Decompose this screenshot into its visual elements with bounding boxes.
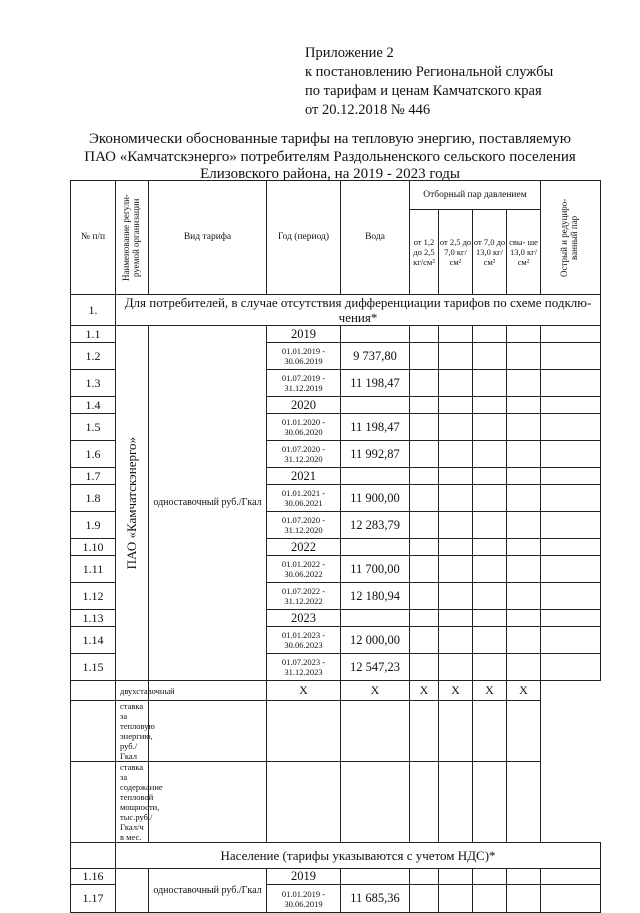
empty-cell [267, 762, 341, 843]
empty-cell [507, 583, 541, 610]
empty-cell [541, 326, 601, 343]
empty-cell [439, 441, 473, 468]
empty-cell [473, 762, 507, 843]
row-value: 11 198,47 [341, 370, 410, 397]
document-title [60, 131, 600, 184]
empty-cell [410, 441, 439, 468]
empty-cell [439, 468, 473, 485]
empty-cell [541, 468, 601, 485]
title-line: ПАО «Камчатскэнерго» потребителям Раздольненского сельского поселения [84, 148, 576, 165]
col-header-sharp [541, 181, 601, 295]
empty-cell [541, 627, 601, 654]
row-period: 01.01.2020 - 30.06.2020 [267, 414, 341, 441]
row-period: 01.01.2021 - 30.06.2021 [267, 485, 341, 512]
row-value: 11 198,47 [341, 414, 410, 441]
empty-cell [410, 468, 439, 485]
row-value: 11 700,00 [341, 556, 410, 583]
empty-cell [541, 343, 601, 370]
col-header-steam-group: Отборный пар давлением [410, 181, 541, 210]
empty-cell [410, 583, 439, 610]
empty-cell [507, 869, 541, 885]
empty-cell [473, 583, 507, 610]
empty-cell [507, 343, 541, 370]
empty-cell [439, 583, 473, 610]
row-value: 9 737,80 [341, 343, 410, 370]
row-value [341, 468, 410, 485]
x-mark: Х [507, 681, 541, 701]
energy-rate-label: ставка за тепловую энергию, руб./Гкал [116, 701, 149, 762]
empty-cell [473, 414, 507, 441]
section-heading: Для потребителей, в случае отсутствия дифференциации тарифов по схеме подклю-чения* [116, 295, 601, 326]
empty-cell [541, 512, 601, 539]
empty-cell [507, 610, 541, 627]
empty-cell [410, 370, 439, 397]
empty-cell [410, 885, 439, 913]
empty-cell [473, 397, 507, 414]
col-header-num: № п/п [71, 181, 116, 295]
empty-cell [507, 701, 541, 762]
row-num: 1.13 [71, 610, 116, 627]
empty-cell [507, 762, 541, 843]
empty-cell [149, 762, 267, 843]
empty-cell [71, 701, 116, 762]
empty-cell [439, 512, 473, 539]
empty-cell [541, 610, 601, 627]
empty-cell [410, 539, 439, 556]
row-value: 12 000,00 [341, 627, 410, 654]
x-mark: Х [341, 681, 410, 701]
empty-cell [541, 539, 601, 556]
header-line: по тарифам и ценам Камчатского края [305, 83, 542, 99]
row-period: 2023 [267, 610, 341, 627]
empty-cell [71, 762, 116, 843]
empty-cell [507, 556, 541, 583]
empty-cell [439, 414, 473, 441]
empty-cell [439, 485, 473, 512]
row-num: 1.9 [71, 512, 116, 539]
one-rate-label: одноставочный руб./Гкал [149, 326, 267, 681]
empty-cell [473, 654, 507, 681]
row-num: 1.10 [71, 539, 116, 556]
col-header-sharp-text: Острый и редуциро- ванный пар [558, 198, 579, 277]
org-name-cell [116, 326, 149, 681]
row-value: 12 547,23 [341, 654, 410, 681]
row-period: 01.07.2023 - 31.12.2023 [267, 654, 341, 681]
empty-cell [507, 326, 541, 343]
empty-cell [410, 627, 439, 654]
row-num: 1.16 [71, 869, 116, 885]
empty-cell [71, 843, 116, 869]
col-header-org-text: Наименование регули- руемой организации [121, 194, 141, 281]
x-mark: Х [410, 681, 439, 701]
row-num: 1.11 [71, 556, 116, 583]
empty-cell [473, 556, 507, 583]
empty-cell [473, 468, 507, 485]
empty-cell [439, 885, 473, 913]
empty-cell [507, 397, 541, 414]
empty-cell [473, 539, 507, 556]
empty-cell [507, 441, 541, 468]
empty-cell [541, 556, 601, 583]
row-num: 1.3 [71, 370, 116, 397]
empty-cell [410, 610, 439, 627]
empty-cell [439, 370, 473, 397]
empty-cell [410, 397, 439, 414]
org-name: ПАО «Камчатскэнерго» [124, 436, 139, 570]
empty-cell [473, 441, 507, 468]
row-value [341, 610, 410, 627]
row-period: 01.01.2019 - 30.06.2019 [267, 885, 341, 913]
col-header-steam-1: от 1,2 до 2,5 кг/см² [410, 210, 439, 295]
header-line: от 20.12.2018 № 446 [305, 102, 431, 118]
row-period: 2019 [267, 326, 341, 343]
section-heading: Население (тарифы указываются с учетом НДС)* [116, 843, 601, 869]
col-header-org [116, 181, 149, 295]
row-num: 1.5 [71, 414, 116, 441]
empty-cell [507, 485, 541, 512]
row-num: 1.15 [71, 654, 116, 681]
empty-cell [541, 583, 601, 610]
empty-cell [439, 610, 473, 627]
row-num: 1.1 [71, 326, 116, 343]
empty-cell [410, 556, 439, 583]
col-header-steam-2: от 2,5 до 7,0 кг/см² [439, 210, 473, 295]
row-num: 1.7 [71, 468, 116, 485]
empty-cell [473, 512, 507, 539]
empty-cell [473, 326, 507, 343]
empty-cell [507, 539, 541, 556]
tariff-table [70, 180, 601, 913]
row-period: 01.07.2022 - 31.12.2022 [267, 583, 341, 610]
empty-cell [507, 654, 541, 681]
row-value: 12 180,94 [341, 583, 410, 610]
empty-cell [439, 701, 473, 762]
empty-cell [541, 397, 601, 414]
x-mark: Х [473, 681, 507, 701]
empty-cell [507, 512, 541, 539]
row-period: 01.01.2023 - 30.06.2023 [267, 627, 341, 654]
row-num: 1.2 [71, 343, 116, 370]
empty-cell [541, 414, 601, 441]
empty-cell [439, 762, 473, 843]
document-header [305, 44, 553, 120]
row-period: 2022 [267, 539, 341, 556]
row-period: 2019 [267, 869, 341, 885]
empty-cell [541, 869, 601, 885]
empty-cell [410, 326, 439, 343]
pop-one-rate-label: одноставочный руб./Гкал [149, 869, 267, 913]
row-value [341, 539, 410, 556]
empty-cell [473, 869, 507, 885]
row-num: 1.8 [71, 485, 116, 512]
row-period: 01.07.2020 - 31.12.2020 [267, 441, 341, 468]
header-line: к постановлению Региональной службы [305, 64, 554, 80]
x-mark: Х [439, 681, 473, 701]
empty-cell [439, 397, 473, 414]
empty-cell [507, 468, 541, 485]
empty-cell [473, 627, 507, 654]
row-period: 01.07.2019 - 31.12.2019 [267, 370, 341, 397]
empty-cell [541, 885, 601, 913]
empty-cell [410, 343, 439, 370]
empty-cell [439, 869, 473, 885]
row-period: 01.07.2020 - 31.12.2020 [267, 512, 341, 539]
row-value [341, 326, 410, 343]
empty-cell [507, 627, 541, 654]
row-period: 01.01.2022 - 30.06.2022 [267, 556, 341, 583]
row-period: 2020 [267, 397, 341, 414]
empty-cell [410, 414, 439, 441]
row-value [341, 397, 410, 414]
row-num: 1.14 [71, 627, 116, 654]
empty-cell [473, 370, 507, 397]
row-value: 11 992,87 [341, 441, 410, 468]
empty-cell [439, 343, 473, 370]
empty-cell [439, 654, 473, 681]
two-rate-label: двухставочный [116, 681, 149, 701]
header-line: Приложение 2 [305, 45, 394, 61]
empty-cell [116, 869, 149, 913]
col-header-period: Год (период) [267, 181, 341, 295]
empty-cell [439, 556, 473, 583]
row-value: 11 900,00 [341, 485, 410, 512]
empty-cell [507, 414, 541, 441]
col-header-water: Вода [341, 181, 410, 295]
col-header-steam-4: свы- ше 13,0 кг/см² [507, 210, 541, 295]
empty-cell [541, 654, 601, 681]
empty-cell [439, 326, 473, 343]
empty-cell [541, 485, 601, 512]
empty-cell [439, 627, 473, 654]
empty-cell [410, 485, 439, 512]
empty-cell [473, 610, 507, 627]
empty-cell [541, 441, 601, 468]
empty-cell [541, 370, 601, 397]
row-num: 1.12 [71, 583, 116, 610]
row-num: 1.6 [71, 441, 116, 468]
col-header-tariff-type: Вид тарифа [149, 181, 267, 295]
row-period: 01.01.2019 - 30.06.2019 [267, 343, 341, 370]
row-value: 11 685,36 [341, 885, 410, 913]
empty-cell [473, 885, 507, 913]
empty-cell [410, 762, 439, 843]
empty-cell [71, 681, 116, 701]
capacity-rate-label: ставка за содержание тепловой мощности, тыс.руб./Гкал/ч в мес. [116, 762, 149, 843]
row-value: 12 283,79 [341, 512, 410, 539]
empty-cell [473, 343, 507, 370]
title-line: Елизовского района, на 2019 - 2023 годы [200, 166, 460, 182]
empty-cell [507, 885, 541, 913]
empty-cell [473, 701, 507, 762]
empty-cell [149, 701, 267, 762]
empty-cell [410, 654, 439, 681]
empty-cell [341, 701, 410, 762]
empty-cell [410, 512, 439, 539]
row-period: 2021 [267, 468, 341, 485]
row-num: 1.17 [71, 885, 116, 913]
row-num: 1.4 [71, 397, 116, 414]
empty-cell [439, 539, 473, 556]
row-value [341, 869, 410, 885]
empty-cell [410, 701, 439, 762]
empty-cell [267, 701, 341, 762]
section-num: 1. [71, 295, 116, 326]
empty-cell [473, 485, 507, 512]
empty-cell [410, 869, 439, 885]
x-mark: Х [267, 681, 341, 701]
title-line: Экономически обоснованные тарифы на тепловую энергию, поставляемую [88, 131, 571, 147]
empty-cell [341, 762, 410, 843]
col-header-steam-3: от 7,0 до 13,0 кг/см² [473, 210, 507, 295]
empty-cell [507, 370, 541, 397]
